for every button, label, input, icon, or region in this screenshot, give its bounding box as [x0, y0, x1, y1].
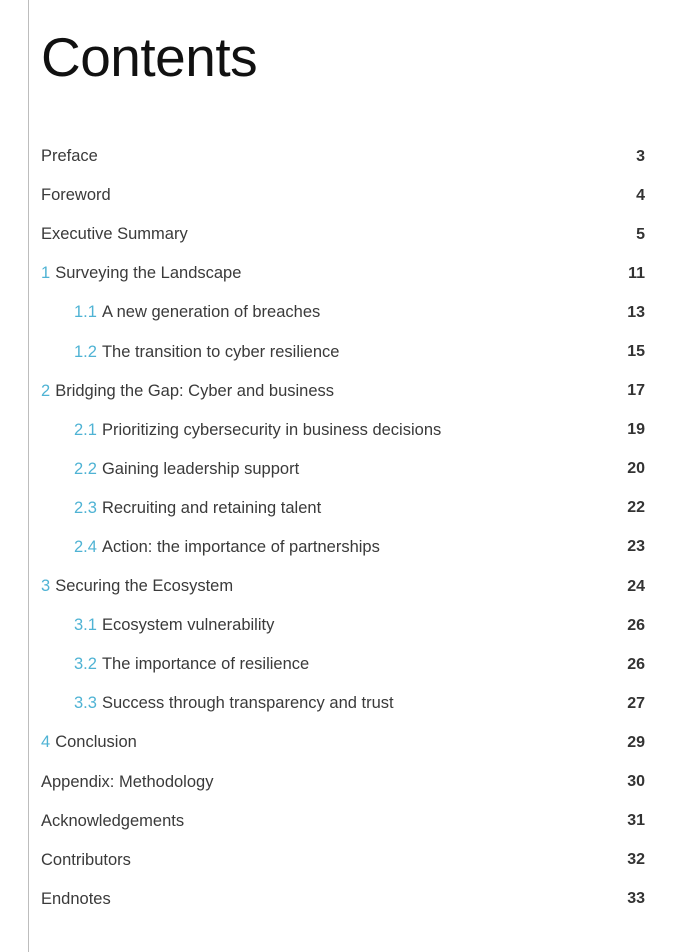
toc-entry-label: Success through transparency and trust	[101, 694, 394, 713]
toc-entry-section-2[interactable]	[41, 372, 645, 411]
toc-entry-page: 15	[627, 343, 645, 361]
toc-entry-appendix[interactable]	[41, 763, 645, 802]
toc-entry-number: 2.2	[74, 459, 97, 478]
toc-entry-number: 4	[41, 733, 51, 752]
toc-entry-page: 26	[627, 655, 645, 673]
toc-entry-page: 13	[627, 303, 645, 321]
toc-entry-section-3-2[interactable]	[41, 645, 645, 684]
toc-entry-page: 3	[636, 147, 645, 165]
toc-entry-page: 24	[627, 577, 645, 595]
toc-entry-page: 17	[627, 382, 645, 400]
toc-entry-number: 2.1	[74, 420, 97, 439]
toc-entry-label: Recruiting and retaining talent	[101, 498, 322, 517]
toc-entry-number: 3.3	[74, 694, 97, 713]
toc-entry-label: The importance of resilience	[101, 655, 310, 674]
toc-entry-label: Conclusion	[55, 733, 137, 752]
toc-entry-page: 31	[627, 812, 645, 830]
table-of-contents	[41, 137, 645, 919]
toc-entry-label: Executive Summary	[41, 225, 188, 244]
toc-entry-preface[interactable]	[41, 137, 645, 176]
toc-entry-section-4[interactable]	[41, 723, 645, 762]
toc-entry-section-1[interactable]	[41, 254, 645, 293]
toc-entry-endnotes[interactable]	[41, 880, 645, 919]
toc-entry-page: 4	[636, 186, 645, 204]
toc-entry-page: 30	[627, 773, 645, 791]
toc-entry-page: 23	[627, 538, 645, 556]
toc-entry-number: 3.2	[74, 655, 97, 674]
toc-entry-number: 1.1	[74, 303, 97, 322]
toc-entry-section-1-2[interactable]	[41, 332, 645, 371]
toc-entry-contributors[interactable]	[41, 841, 645, 880]
toc-entry-number: 2.4	[74, 537, 97, 556]
toc-entry-section-3-3[interactable]	[41, 684, 645, 723]
toc-entry-foreword[interactable]	[41, 176, 645, 215]
toc-entry-label: Bridging the Gap: Cyber and business	[55, 381, 335, 400]
toc-entry-page: 26	[627, 616, 645, 634]
toc-entry-label: Securing the Ecosystem	[55, 577, 234, 596]
toc-entry-section-1-1[interactable]	[41, 293, 645, 332]
toc-entry-page: 27	[627, 694, 645, 712]
toc-entry-label: Appendix: Methodology	[41, 772, 214, 791]
toc-entry-label: Action: the importance of partnerships	[101, 537, 380, 556]
toc-entry-page: 11	[628, 264, 645, 282]
toc-entry-page: 29	[627, 733, 645, 751]
toc-entry-number: 3.1	[74, 616, 97, 635]
toc-entry-number: 1	[41, 264, 51, 283]
toc-entry-acknowledgements[interactable]	[41, 802, 645, 841]
toc-entry-page: 5	[636, 225, 645, 243]
toc-entry-executive-summary[interactable]	[41, 215, 645, 254]
page-left-border	[28, 0, 29, 952]
toc-entry-page: 19	[627, 421, 645, 439]
toc-entry-label: The transition to cyber resilience	[101, 342, 340, 361]
toc-entry-page: 22	[627, 499, 645, 517]
toc-entry-section-2-4[interactable]	[41, 528, 645, 567]
toc-entry-number: 3	[41, 577, 51, 596]
toc-entry-label: Endnotes	[41, 889, 111, 908]
toc-entry-label: Preface	[41, 147, 98, 166]
toc-entry-page: 32	[627, 851, 645, 869]
page-title: Contents	[41, 26, 258, 88]
toc-entry-label: A new generation of breaches	[101, 303, 321, 322]
toc-entry-number: 2	[41, 381, 51, 400]
toc-entry-section-2-1[interactable]	[41, 411, 645, 450]
toc-entry-section-2-3[interactable]	[41, 489, 645, 528]
toc-entry-section-3[interactable]	[41, 567, 645, 606]
toc-entry-label: Prioritizing cybersecurity in business decisions	[101, 420, 442, 439]
toc-entry-label: Surveying the Landscape	[55, 264, 242, 283]
toc-entry-section-2-2[interactable]	[41, 450, 645, 489]
toc-entry-label: Acknowledgements	[41, 811, 185, 830]
toc-entry-label: Contributors	[41, 850, 131, 869]
toc-entry-number: 2.3	[74, 498, 97, 517]
toc-entry-page: 33	[627, 890, 645, 908]
toc-entry-number: 1.2	[74, 342, 97, 361]
toc-entry-label: Ecosystem vulnerability	[101, 616, 275, 635]
toc-entry-page: 20	[627, 460, 645, 478]
toc-entry-section-3-1[interactable]	[41, 606, 645, 645]
toc-entry-label: Foreword	[41, 186, 111, 205]
toc-entry-label: Gaining leadership support	[101, 459, 300, 478]
